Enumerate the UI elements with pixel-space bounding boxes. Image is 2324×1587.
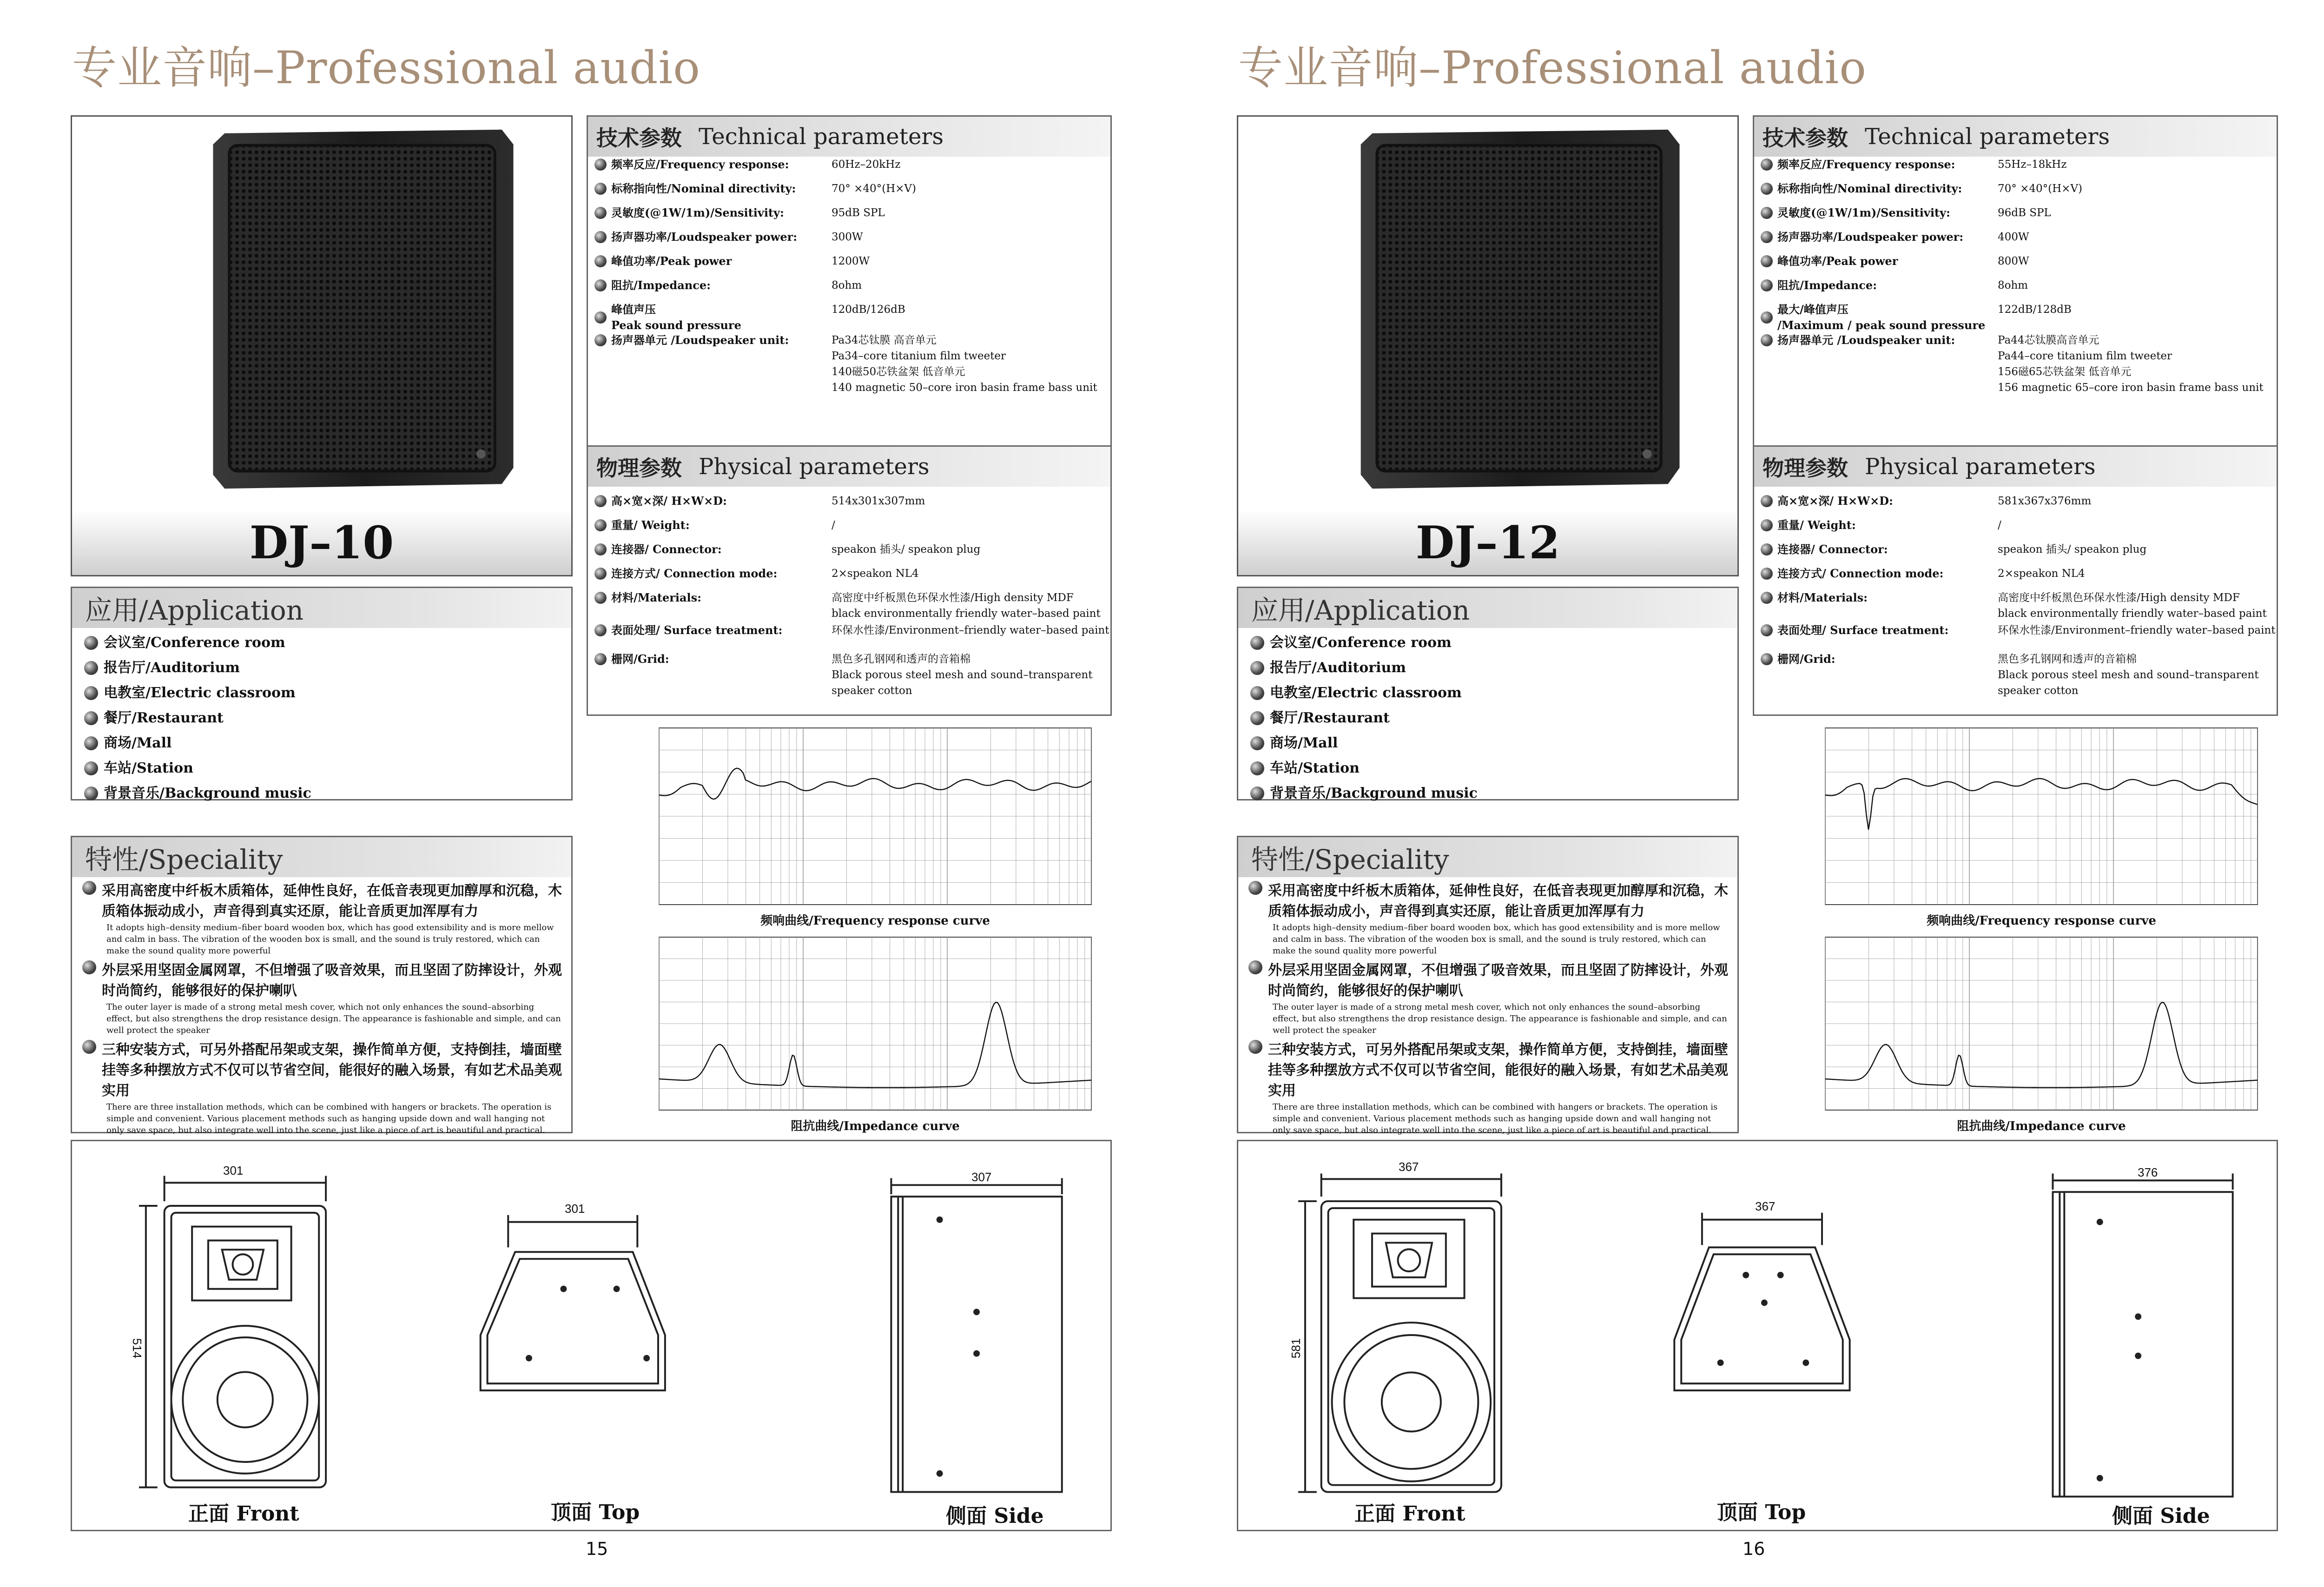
bullet-icon	[1761, 183, 1773, 195]
bullet-icon	[1250, 711, 1264, 725]
bullet-icon	[1250, 636, 1264, 650]
tech-param-value: 122dB/128dB	[1998, 304, 2072, 316]
application-title: 应用/Application	[1238, 588, 1737, 628]
tech-param-row	[1761, 157, 2067, 172]
phys-param-row	[594, 590, 1101, 620]
phys-param-row	[1761, 542, 2147, 557]
page-number: 15	[586, 1539, 608, 1559]
speciality-zh-text: 三种安装方式，可另外搭配吊架或支架，操作简单方便，支持倒挂，墙面壁挂等多种摆放方式不仅可以节省空间，能很好的融入场景，有如艺术品美观实用	[102, 1042, 562, 1099]
tech-param-label	[1761, 157, 1993, 172]
phys-param-label-text: 高×宽×深/ H×W×D:	[1777, 494, 1893, 508]
phys-param-value: 2×speakon NL4	[832, 568, 919, 580]
tech-param-row	[594, 278, 862, 293]
bullet-icon	[1250, 761, 1264, 775]
tech-title-en: Technical parameters	[1865, 124, 2110, 150]
bullet-icon	[1250, 661, 1264, 675]
bullet-icon	[594, 207, 607, 219]
application-label: 电教室/Electric classroom	[104, 685, 296, 701]
speciality-title: 特性/Speciality	[1238, 837, 1737, 877]
tech-param-value: 400W	[1998, 231, 2029, 243]
tech-param-label-text: 扬声器功率/Loudspeaker power:	[611, 230, 798, 244]
application-item	[84, 633, 571, 653]
application-item	[84, 758, 571, 779]
tech-param-row	[594, 302, 905, 333]
phys-title-zh: 物理参数	[1763, 456, 1848, 481]
front-height-dim: 514	[130, 1338, 145, 1359]
bullet-icon	[594, 568, 607, 580]
phys-param-value: 2×speakon NL4	[1998, 568, 2085, 580]
application-list	[1238, 633, 1737, 804]
application-item	[1250, 758, 1737, 779]
phys-param-label	[1761, 590, 1993, 606]
tech-param-label	[1761, 332, 1993, 348]
front-height-dim: 581	[1289, 1338, 1303, 1359]
application-item	[1250, 708, 1737, 728]
speciality-item	[1248, 1040, 1729, 1136]
bullet-icon	[594, 519, 607, 531]
bullet-icon	[1761, 653, 1773, 665]
application-panel	[1237, 587, 1739, 800]
application-list	[72, 633, 571, 804]
application-item	[84, 683, 571, 703]
impedance-graph	[1807, 932, 2276, 1119]
technical-parameters-title	[588, 117, 1110, 157]
phys-param-value: 581x367x376mm	[1998, 495, 2092, 507]
phys-param-value: speakon 插头/ speakon plug	[1998, 543, 2147, 555]
phys-param-label	[1761, 542, 1993, 557]
speciality-zh	[1248, 960, 1729, 1001]
application-label: 背景音乐/Background music	[104, 785, 311, 801]
tech-param-label-text: 阻抗/Impedance:	[611, 278, 711, 292]
bullet-icon	[1250, 686, 1264, 700]
application-label: 电教室/Electric classroom	[1270, 685, 1462, 701]
top-view-label: 顶面 Top	[1717, 1501, 1806, 1524]
tech-param-label-text: 扬声器单元 /Loudspeaker unit:	[611, 333, 789, 347]
phys-param-row	[594, 517, 835, 533]
tech-title-en: Technical parameters	[699, 124, 944, 150]
application-label: 车站/Station	[104, 760, 193, 776]
technical-drawings	[1237, 1140, 2278, 1531]
phys-param-row	[1761, 622, 2276, 638]
bullet-icon	[594, 183, 607, 195]
bullet-icon	[82, 881, 96, 895]
tech-param-label	[594, 302, 827, 333]
application-item	[84, 708, 571, 728]
phys-param-label	[1761, 566, 1993, 582]
application-label: 会议室/Conference room	[104, 635, 285, 651]
tech-param-value: 60Hz–20kHz	[832, 159, 901, 171]
bullet-icon	[1761, 624, 1773, 636]
tech-param-label	[594, 205, 827, 221]
speciality-en-text: It adopts high–density medium–fiber board wooden box, which has good extensibility and is more mellow and calm in bass. The vibration of the wooden box is small, and the sound is truly restored, which can make the sound quality more powerful	[1273, 923, 1720, 956]
tech-param-label	[1761, 181, 1993, 197]
tech-param-row	[594, 229, 863, 245]
bullet-icon	[1761, 279, 1773, 291]
bullet-icon	[84, 636, 98, 650]
tech-param-row	[594, 332, 1097, 394]
application-panel	[71, 587, 573, 800]
tech-param-label	[1761, 253, 1993, 269]
side-view-label: 侧面 Side	[2112, 1504, 2210, 1528]
tech-param-label	[1761, 302, 1993, 333]
tech-param-label-text: 灵敏度(@1W/1m)/Sensitivity:	[1777, 206, 1950, 219]
dimension-drawings	[72, 1141, 1110, 1530]
phys-param-label	[594, 517, 827, 533]
technical-parameters-panel	[587, 115, 1112, 450]
technical-drawings	[71, 1140, 1112, 1531]
bullet-icon	[594, 543, 607, 555]
side-depth-dim: 307	[971, 1170, 992, 1184]
tech-param-label-text: 频率反应/Frequency response:	[611, 158, 789, 171]
phys-param-value: 环保水性漆/Environment–friendly water–based paint	[832, 624, 1109, 636]
speciality-en-text: There are three installation methods, which can be combined with hangers or brackets. The operation is simple and convenient. Various placement methods such as hanging upside down and wall hanging not only save space, but also integrate well into the scene, just like a piece of art is beautiful and practical.	[1273, 1102, 1718, 1135]
tech-param-label-text: 频率反应/Frequency response:	[1777, 158, 1955, 171]
phys-param-label	[594, 590, 827, 606]
physical-parameters-title	[588, 447, 1110, 487]
application-item	[84, 658, 571, 678]
impedance-caption: 阻抗曲线/Impedance curve	[1957, 1119, 2126, 1133]
bullet-icon	[594, 279, 607, 291]
physical-parameters-panel	[587, 445, 1112, 716]
speciality-en-text: The outer layer is made of a strong metal mesh cover, which not only enhances the sound–absorbing effect, but also strengthens the drop resistance design. The appearance is fashionable and simple, and can well protect the speaker	[106, 1002, 561, 1035]
speciality-item	[82, 881, 563, 957]
model-band	[72, 510, 571, 575]
speciality-panel	[71, 836, 573, 1133]
phys-param-label-text: 连接方式/ Connection mode:	[611, 567, 778, 580]
tech-param-label	[594, 253, 827, 269]
tech-param-label-text: 灵敏度(@1W/1m)/Sensitivity:	[611, 206, 784, 219]
tech-param-row	[1761, 229, 2029, 245]
tech-param-value: Pa34芯钛膜 高音单元 Pa34–core titanium film tweeter 140磁50芯铁盆架 低音单元 140 magnetic 50–core iron basin frame bass unit	[832, 334, 1097, 394]
phys-param-label-text: 连接器/ Connector:	[611, 542, 722, 556]
tech-param-row	[1761, 302, 2072, 333]
application-item	[1250, 658, 1737, 678]
bullet-icon	[1248, 960, 1262, 974]
tech-param-row	[1761, 278, 2028, 293]
bullet-icon	[84, 711, 98, 725]
catalog-page-16	[1166, 0, 2324, 1587]
phys-param-row	[1761, 651, 2259, 697]
phys-param-label-text: 重量/ Weight:	[611, 518, 690, 532]
tech-param-label-text: 最大/峰值声压 /Maximum / peak sound pressure	[1777, 303, 1986, 332]
tech-param-label	[594, 229, 827, 245]
tech-param-label	[1761, 229, 1993, 245]
phys-param-row	[594, 542, 981, 557]
phys-param-label-text: 材料/Materials:	[611, 591, 702, 604]
speciality-en-text: The outer layer is made of a strong metal mesh cover, which not only enhances the sound–absorbing effect, but also strengthens the drop resistance design. The appearance is fashionable and simple, and can well protect the speaker	[1273, 1002, 1727, 1035]
impedance-graph	[640, 932, 1110, 1119]
frequency-response-graph	[1807, 723, 2276, 914]
speciality-zh	[82, 960, 563, 1001]
tech-param-label	[1761, 205, 1993, 221]
phys-param-label	[594, 493, 827, 509]
tech-param-label-text: 标称指向性/Nominal directivity:	[611, 182, 796, 195]
side-view-label: 侧面 Side	[946, 1504, 1044, 1528]
application-label: 商场/Mall	[104, 735, 172, 751]
phys-param-label	[1761, 517, 1993, 533]
phys-param-label-text: 重量/ Weight:	[1777, 518, 1856, 532]
model-band	[1238, 510, 1737, 575]
tech-param-label-text: 峰值功率/Peak power	[1777, 254, 1898, 268]
application-title: 应用/Application	[72, 588, 571, 628]
phys-param-value: 环保水性漆/Environment–friendly water–based paint	[1998, 624, 2276, 636]
phys-param-label	[594, 542, 827, 557]
front-view-label: 正面 Front	[1354, 1502, 1466, 1526]
bullet-icon	[594, 159, 607, 171]
phys-param-value: 黑色多孔钢网和透声的音箱棉 Black porous steel mesh and sound–transparent speaker cotton	[1998, 653, 2259, 697]
speciality-list	[1238, 881, 1737, 1136]
speciality-zh-text: 三种安装方式，可另外搭配吊架或支架，操作简单方便，支持倒挂，墙面壁挂等多种摆放方式不仅可以节省空间，能很好的融入场景，有如艺术品美观实用	[1268, 1042, 1728, 1099]
tech-param-label	[594, 278, 827, 293]
tech-title-zh: 技术参数	[1763, 126, 1848, 151]
application-label: 餐厅/Restaurant	[1270, 710, 1390, 726]
frequency-response-caption: 频响曲线/Frequency response curve	[1927, 914, 2156, 928]
bullet-icon	[1248, 881, 1262, 895]
tech-param-label-text: 峰值功率/Peak power	[611, 254, 732, 268]
phys-param-label	[594, 651, 827, 667]
front-width-dim: 301	[223, 1164, 244, 1177]
bullet-icon	[82, 960, 96, 974]
tech-param-label-text: 扬声器功率/Loudspeaker power:	[1777, 230, 1964, 244]
application-label: 报告厅/Auditorium	[1270, 660, 1406, 676]
side-depth-dim: 376	[2138, 1165, 2158, 1179]
phys-param-label	[594, 566, 827, 582]
bullet-icon	[1761, 334, 1773, 346]
phys-param-value: 514x301x307mm	[832, 495, 925, 507]
application-item	[1250, 783, 1737, 804]
application-label: 报告厅/Auditorium	[104, 660, 240, 676]
model-name: DJ–10	[249, 516, 394, 569]
phys-param-row	[1761, 493, 2092, 509]
phys-param-row	[1761, 566, 2085, 582]
tech-param-value: 96dB SPL	[1998, 207, 2051, 219]
bullet-icon	[1761, 519, 1773, 531]
speciality-list	[72, 881, 571, 1136]
phys-param-value: /	[1998, 519, 2001, 531]
bullet-icon	[1761, 207, 1773, 219]
bullet-icon	[594, 653, 607, 665]
tech-param-value: 800W	[1998, 255, 2029, 267]
phys-param-label	[1761, 493, 1993, 509]
impedance-caption: 阻抗曲线/Impedance curve	[791, 1119, 960, 1133]
phys-param-value: speakon 插头/ speakon plug	[832, 543, 981, 555]
phys-param-label-text: 材料/Materials:	[1777, 591, 1868, 604]
technical-parameters-title	[1754, 117, 2277, 157]
speciality-zh-text: 外层采用坚固金属网罩，不但增强了吸音效果，而且坚固了防摔设计，外观时尚简约，能够很好的保护喇叭	[1268, 962, 1728, 999]
speciality-item	[82, 960, 563, 1036]
phys-param-value: 高密度中纤板黑色环保水性漆/High density MDF black environmentally friendly water–based paint	[1998, 592, 2267, 620]
bullet-icon	[1250, 736, 1264, 750]
speciality-title: 特性/Speciality	[72, 837, 571, 877]
bullet-icon	[594, 231, 607, 243]
phys-title-en: Physical parameters	[1865, 454, 2096, 480]
tech-param-label-text: 扬声器单元 /Loudspeaker unit:	[1777, 333, 1955, 347]
speciality-en-text: It adopts high–density medium–fiber board wooden box, which has good extensibility and is more mellow and calm in bass. The vibration of the wooden box is small, and the sound is truly restored, which can make the sound quality more powerful	[106, 923, 554, 956]
application-item	[1250, 733, 1737, 754]
phys-param-row	[594, 651, 1093, 697]
bullet-icon	[84, 761, 98, 775]
speciality-zh	[82, 881, 563, 922]
phys-param-label-text: 高×宽×深/ H×W×D:	[611, 494, 727, 508]
bullet-icon	[594, 592, 607, 604]
application-item	[84, 733, 571, 754]
tech-param-label-text: 标称指向性/Nominal directivity:	[1777, 182, 1962, 195]
application-label: 背景音乐/Background music	[1270, 785, 1478, 801]
tech-param-value: Pa44芯钛膜高音单元 Pa44–core titanium film tweeter 156磁65芯铁盆架 低音单元 156 magnetic 65–core iron basin frame bass unit	[1998, 334, 2264, 394]
tech-param-label	[594, 157, 827, 172]
page-header: 专业音响–Professional audio	[72, 42, 700, 94]
frequency-response-graph	[640, 723, 1110, 914]
tech-param-row	[1761, 205, 2051, 221]
bullet-icon	[594, 495, 607, 507]
product-photo-box	[71, 115, 573, 576]
bullet-icon	[1761, 568, 1773, 580]
bullet-icon	[1761, 231, 1773, 243]
tech-param-value: 120dB/126dB	[832, 304, 905, 316]
phys-param-row	[594, 566, 919, 582]
phys-param-row	[594, 493, 925, 509]
product-photo-box	[1237, 115, 1739, 576]
speciality-zh	[1248, 881, 1729, 922]
application-item	[1250, 633, 1737, 653]
phys-param-label	[1761, 651, 1993, 667]
application-label: 会议室/Conference room	[1270, 635, 1452, 651]
tech-param-row	[1761, 332, 2264, 394]
phys-title-en: Physical parameters	[699, 454, 930, 480]
phys-param-row	[1761, 590, 2267, 620]
phys-param-row	[1761, 517, 2001, 533]
tech-param-row	[594, 205, 885, 221]
phys-param-label-text: 连接方式/ Connection mode:	[1777, 567, 1944, 580]
tech-param-value: 70° ×40°(H×V)	[832, 183, 917, 195]
top-width-dim: 301	[565, 1202, 585, 1216]
tech-param-value: 8ohm	[832, 279, 862, 291]
phys-param-label-text: 栅网/Grid:	[1777, 652, 1835, 666]
tech-param-value: 300W	[832, 231, 863, 243]
physical-parameters-title	[1754, 447, 2277, 487]
speciality-panel	[1237, 836, 1739, 1133]
speciality-zh-text: 采用高密度中纤板木质箱体，延伸性良好，在低音表现更加醇厚和沉稳，木质箱体振动成小，声音得到真实还原，能让音质更加浑厚有力	[1268, 883, 1728, 919]
technical-parameters-panel	[1753, 115, 2278, 450]
tech-param-label	[1761, 278, 1993, 293]
tech-param-value: 55Hz–18kHz	[1998, 159, 2067, 171]
speciality-zh-text: 采用高密度中纤板木质箱体，延伸性良好，在低音表现更加醇厚和沉稳，木质箱体振动成小，声音得到真实还原，能让音质更加浑厚有力	[102, 883, 562, 919]
application-label: 商场/Mall	[1270, 735, 1338, 751]
phys-param-label-text: 表面处理/ Surface treatment:	[1777, 623, 1949, 637]
tech-title-zh: 技术参数	[596, 126, 682, 151]
tech-param-row	[594, 157, 901, 172]
bullet-icon	[1250, 787, 1264, 800]
phys-param-value: /	[832, 519, 835, 531]
bullet-icon	[1761, 543, 1773, 555]
page-header: 专业音响–Professional audio	[1238, 42, 1867, 94]
bullet-icon	[594, 624, 607, 636]
top-width-dim: 367	[1755, 1199, 1776, 1213]
phys-param-label-text: 表面处理/ Surface treatment:	[611, 623, 783, 637]
bullet-icon	[1761, 311, 1773, 324]
model-name: DJ–12	[1415, 516, 1560, 569]
tech-param-value: 1200W	[832, 255, 870, 267]
speciality-item	[82, 1040, 563, 1136]
bullet-icon	[594, 255, 607, 267]
front-width-dim: 367	[1399, 1160, 1419, 1174]
bullet-icon	[84, 736, 98, 750]
phys-title-zh: 物理参数	[596, 456, 682, 481]
tech-param-row	[594, 253, 870, 269]
bullet-icon	[82, 1040, 96, 1054]
phys-param-label	[594, 622, 827, 638]
bullet-icon	[84, 787, 98, 800]
phys-param-value: 高密度中纤板黑色环保水性漆/High density MDF black environmentally friendly water–based paint	[832, 592, 1101, 620]
tech-param-label-text: 峰值声压 Peak sound pressure	[611, 303, 741, 332]
phys-param-row	[594, 622, 1109, 638]
phys-param-label	[1761, 622, 1993, 638]
application-item	[1250, 683, 1737, 703]
application-label: 车站/Station	[1270, 760, 1360, 776]
tech-param-row	[594, 181, 917, 197]
bullet-icon	[84, 661, 98, 675]
speciality-item	[1248, 881, 1729, 957]
application-label: 餐厅/Restaurant	[104, 710, 224, 726]
speaker-photo	[1238, 117, 1737, 575]
speciality-item	[1248, 960, 1729, 1036]
speciality-zh	[1248, 1040, 1729, 1101]
bullet-icon	[1248, 1040, 1262, 1054]
phys-param-label-text: 连接器/ Connector:	[1777, 542, 1888, 556]
speaker-photo	[72, 117, 571, 575]
application-item	[84, 783, 571, 804]
bullet-icon	[594, 334, 607, 346]
front-view-label: 正面 Front	[188, 1502, 299, 1526]
speciality-en-text: There are three installation methods, which can be combined with hangers or brackets. The operation is simple and convenient. Various placement methods such as hanging upside down and wall hanging not only save space, but also integrate well into the scene, just like a piece of art is beautiful and practical.	[106, 1102, 552, 1135]
tech-param-label	[594, 181, 827, 197]
phys-param-value: 黑色多孔钢网和透声的音箱棉 Black porous steel mesh and sound–transparent speaker cotton	[832, 653, 1093, 697]
tech-param-row	[1761, 181, 2083, 197]
tech-param-row	[1761, 253, 2029, 269]
page-number: 16	[1743, 1539, 1765, 1559]
phys-param-label-text: 栅网/Grid:	[611, 652, 669, 666]
speciality-zh	[82, 1040, 563, 1101]
bullet-icon	[1761, 592, 1773, 604]
bullet-icon	[1761, 159, 1773, 171]
tech-param-value: 8ohm	[1998, 279, 2028, 291]
frequency-response-caption: 频响曲线/Frequency response curve	[760, 914, 990, 928]
physical-parameters-panel	[1753, 445, 2278, 716]
tech-param-value: 95dB SPL	[832, 207, 885, 219]
bullet-icon	[1761, 495, 1773, 507]
speciality-zh-text: 外层采用坚固金属网罩，不但增强了吸音效果，而且坚固了防摔设计，外观时尚简约，能够很好的保护喇叭	[102, 962, 562, 999]
tech-param-label	[594, 332, 827, 348]
bullet-icon	[84, 686, 98, 700]
tech-param-value: 70° ×40°(H×V)	[1998, 183, 2083, 195]
top-view-label: 顶面 Top	[551, 1501, 640, 1524]
bullet-icon	[1761, 255, 1773, 267]
tech-param-label-text: 阻抗/Impedance:	[1777, 278, 1877, 292]
bullet-icon	[594, 311, 607, 324]
